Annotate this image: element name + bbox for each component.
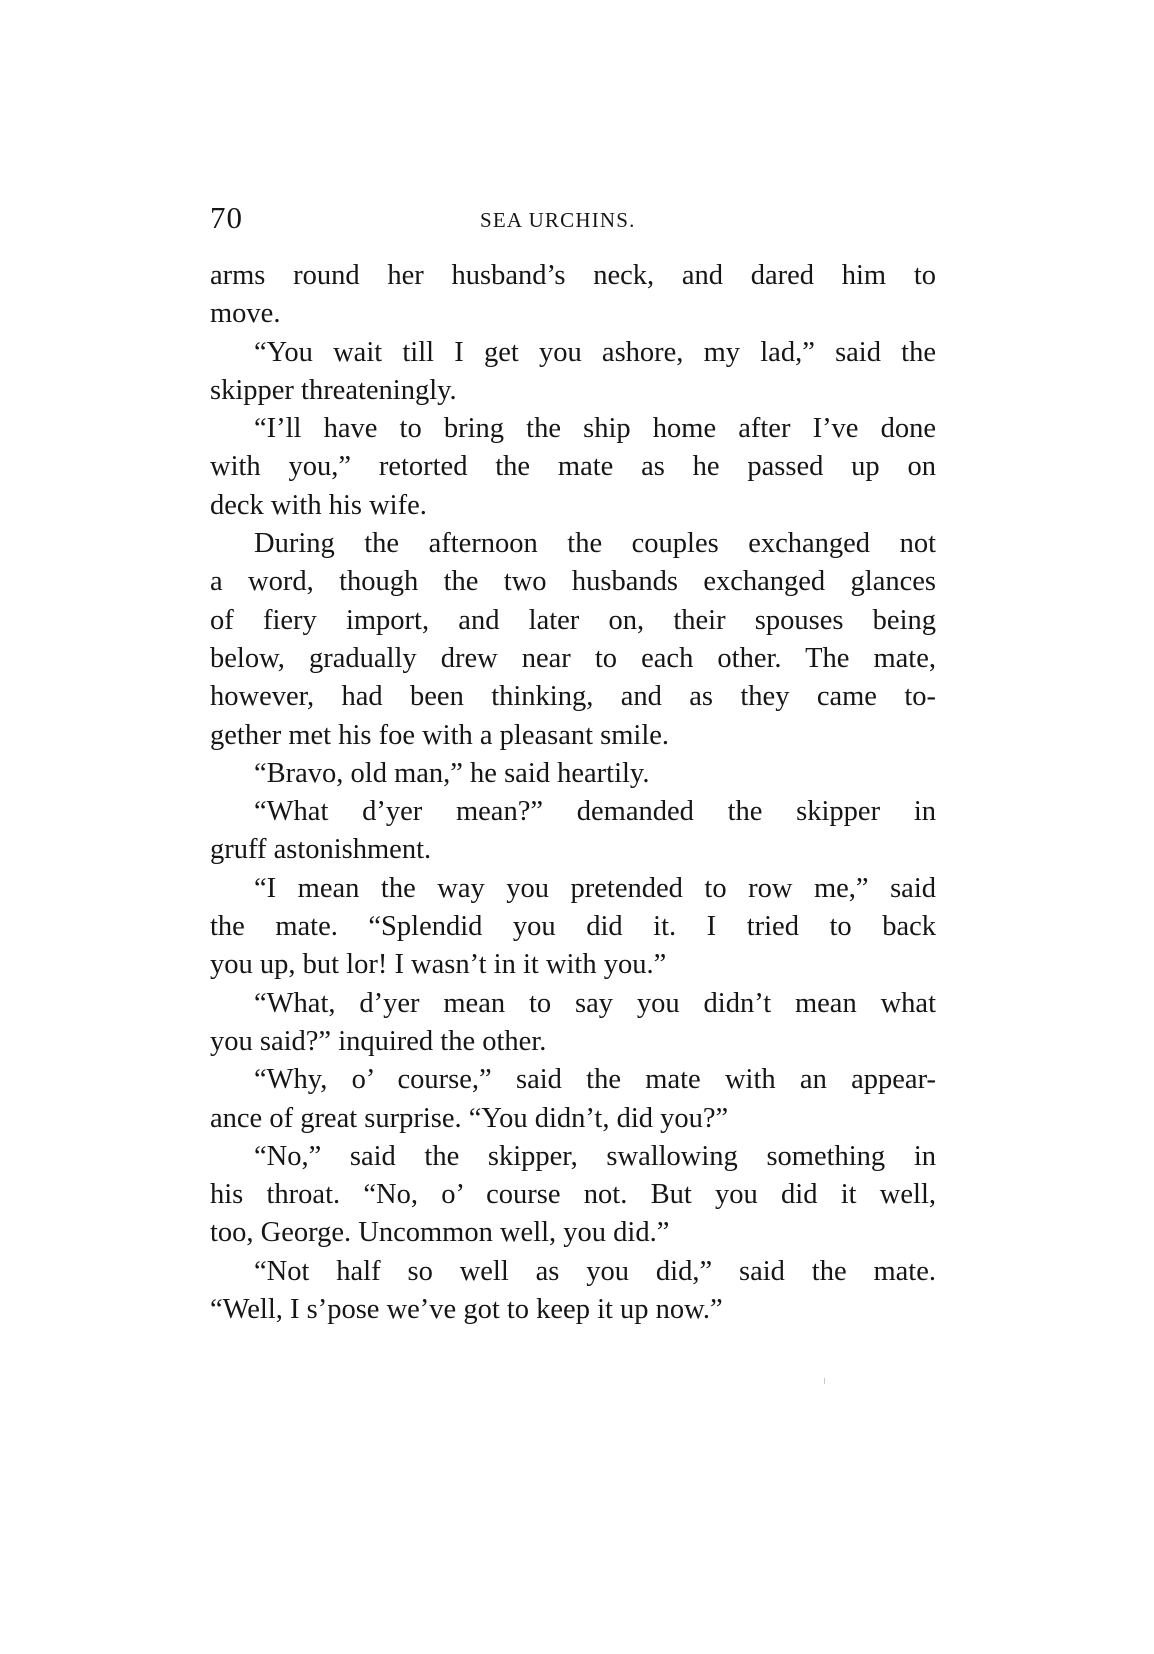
text-line: deck with his wife. [210,489,427,521]
text-line: “Not half so well as you did,” said the mate. [254,1255,936,1287]
text-line: “Why, o’ course,” said the mate with an appear- [254,1064,936,1096]
text-line: with you,” retorted the mate as he passed up on [210,451,936,483]
text-line: you said?” inquired the other. [210,1025,547,1057]
text-line: “I’ll have to bring the ship home after I’ve done [254,413,936,445]
text-line: you up, but lor! I wasn’t in it with you.” [210,949,667,981]
text-line: of fiery import, and later on, their spouses being [210,604,936,636]
text-line: “I mean the way you pretended to row me,” said [254,872,936,904]
text-line: his throat. “No, o’ course not. But you did it well, [210,1179,936,1211]
paper-speck [824,1378,825,1384]
running-title: SEA URCHINS. [480,208,636,232]
text-line: gether met his foe with a pleasant smile. [210,719,670,751]
text-line: “You wait till I get you ashore, my lad,” said the [254,336,936,368]
text-line: move. [210,298,281,330]
text-line: “Well, I s’pose we’ve got to keep it up now.” [210,1294,723,1326]
text-line: ance of great surprise. “You didn’t, did you?” [210,1102,729,1134]
text-line: “Bravo, old man,” he said heartily. [254,757,650,789]
text-line: the mate. “Splendid you did it. I tried to back [210,911,936,943]
text-line: “What d’yer mean?” demanded the skipper in [254,796,936,828]
body-text [210,257,936,1329]
text-line: below, gradually drew near to each other. The mate, [210,642,936,674]
text-line: gruff astonishment. [210,834,432,866]
text-line: however, had been thinking, and as they came to- [210,681,936,713]
text-line: a word, though the two husbands exchanged glances [210,566,936,598]
text-line: “What, d’yer mean to say you didn’t mean what [254,987,936,1019]
text-line: During the afternoon the couples exchanged not [254,528,936,560]
text-line: too, George. Uncommon well, you did.” [210,1217,670,1249]
text-line: “No,” said the skipper, swallowing something in [254,1140,936,1172]
running-head [210,198,940,238]
page-number: 70 [210,200,243,235]
text-line: arms round her husband’s neck, and dared him to [210,260,936,291]
text-line: skipper threateningly. [210,374,457,406]
